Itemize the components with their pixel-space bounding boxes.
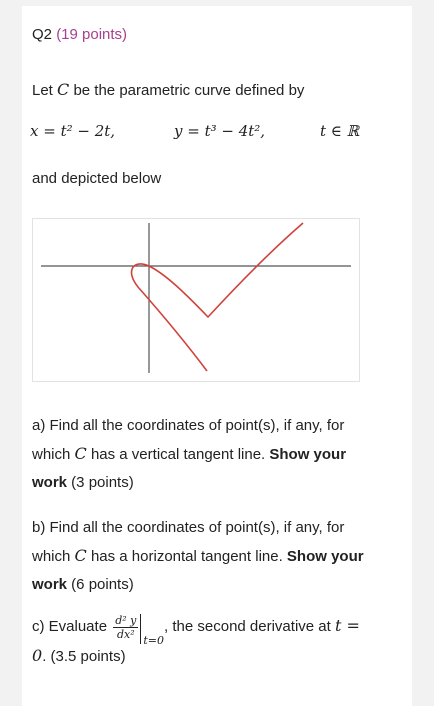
question-label: Q2 (32, 26, 53, 43)
part-c-pre: c) Evaluate (32, 618, 112, 635)
part-c-points: . (3.5 points) (42, 648, 126, 666)
frac-denominator: dx² (116, 627, 135, 641)
part-a-pre: a) Find all the coordinates of point(s), if any, for which (32, 417, 345, 463)
evaluation-bar (140, 614, 165, 648)
intro-text (32, 80, 304, 99)
equation-y: y = t³ − 4t², (174, 122, 266, 140)
second-derivative-fraction (113, 614, 138, 641)
equation-domain: t ∈ ℝ (320, 122, 360, 140)
part-b-mid: has a horizontal tangent line. (86, 548, 287, 565)
part-b-curve: C (74, 546, 87, 565)
curve-plot (33, 219, 359, 381)
part-a (32, 412, 372, 497)
curve-symbol: C (57, 80, 70, 99)
depicted-text: and depicted below (32, 170, 162, 187)
equation-x: x = t² − 2t, (30, 122, 116, 140)
question-points: (19 points) (56, 26, 128, 43)
evaluation-subscript: t=0 (143, 634, 165, 648)
part-a-points: (3 points) (67, 474, 134, 491)
part-a-bold: Show your work (32, 446, 347, 491)
part-a-curve: C (74, 444, 87, 463)
part-a-mid: has a vertical tangent line. (86, 446, 270, 463)
frac-numerator: d² y (115, 613, 137, 627)
part-b-points: (6 points) (67, 576, 134, 593)
part-c-math: t = 0 (32, 616, 360, 666)
question-header (32, 26, 127, 43)
part-b-bold: Show your work (32, 548, 364, 593)
curve-figure (32, 218, 360, 382)
part-b (32, 514, 372, 599)
part-c-mid: , the second derivative at (164, 618, 335, 635)
part-c (32, 612, 372, 671)
intro-post: be the parametric curve defined by (69, 82, 305, 99)
part-b-pre: b) Find all the coordinates of point(s), if any, for which (32, 519, 345, 565)
parametric-curve (132, 223, 303, 371)
intro-pre: Let (32, 82, 58, 99)
